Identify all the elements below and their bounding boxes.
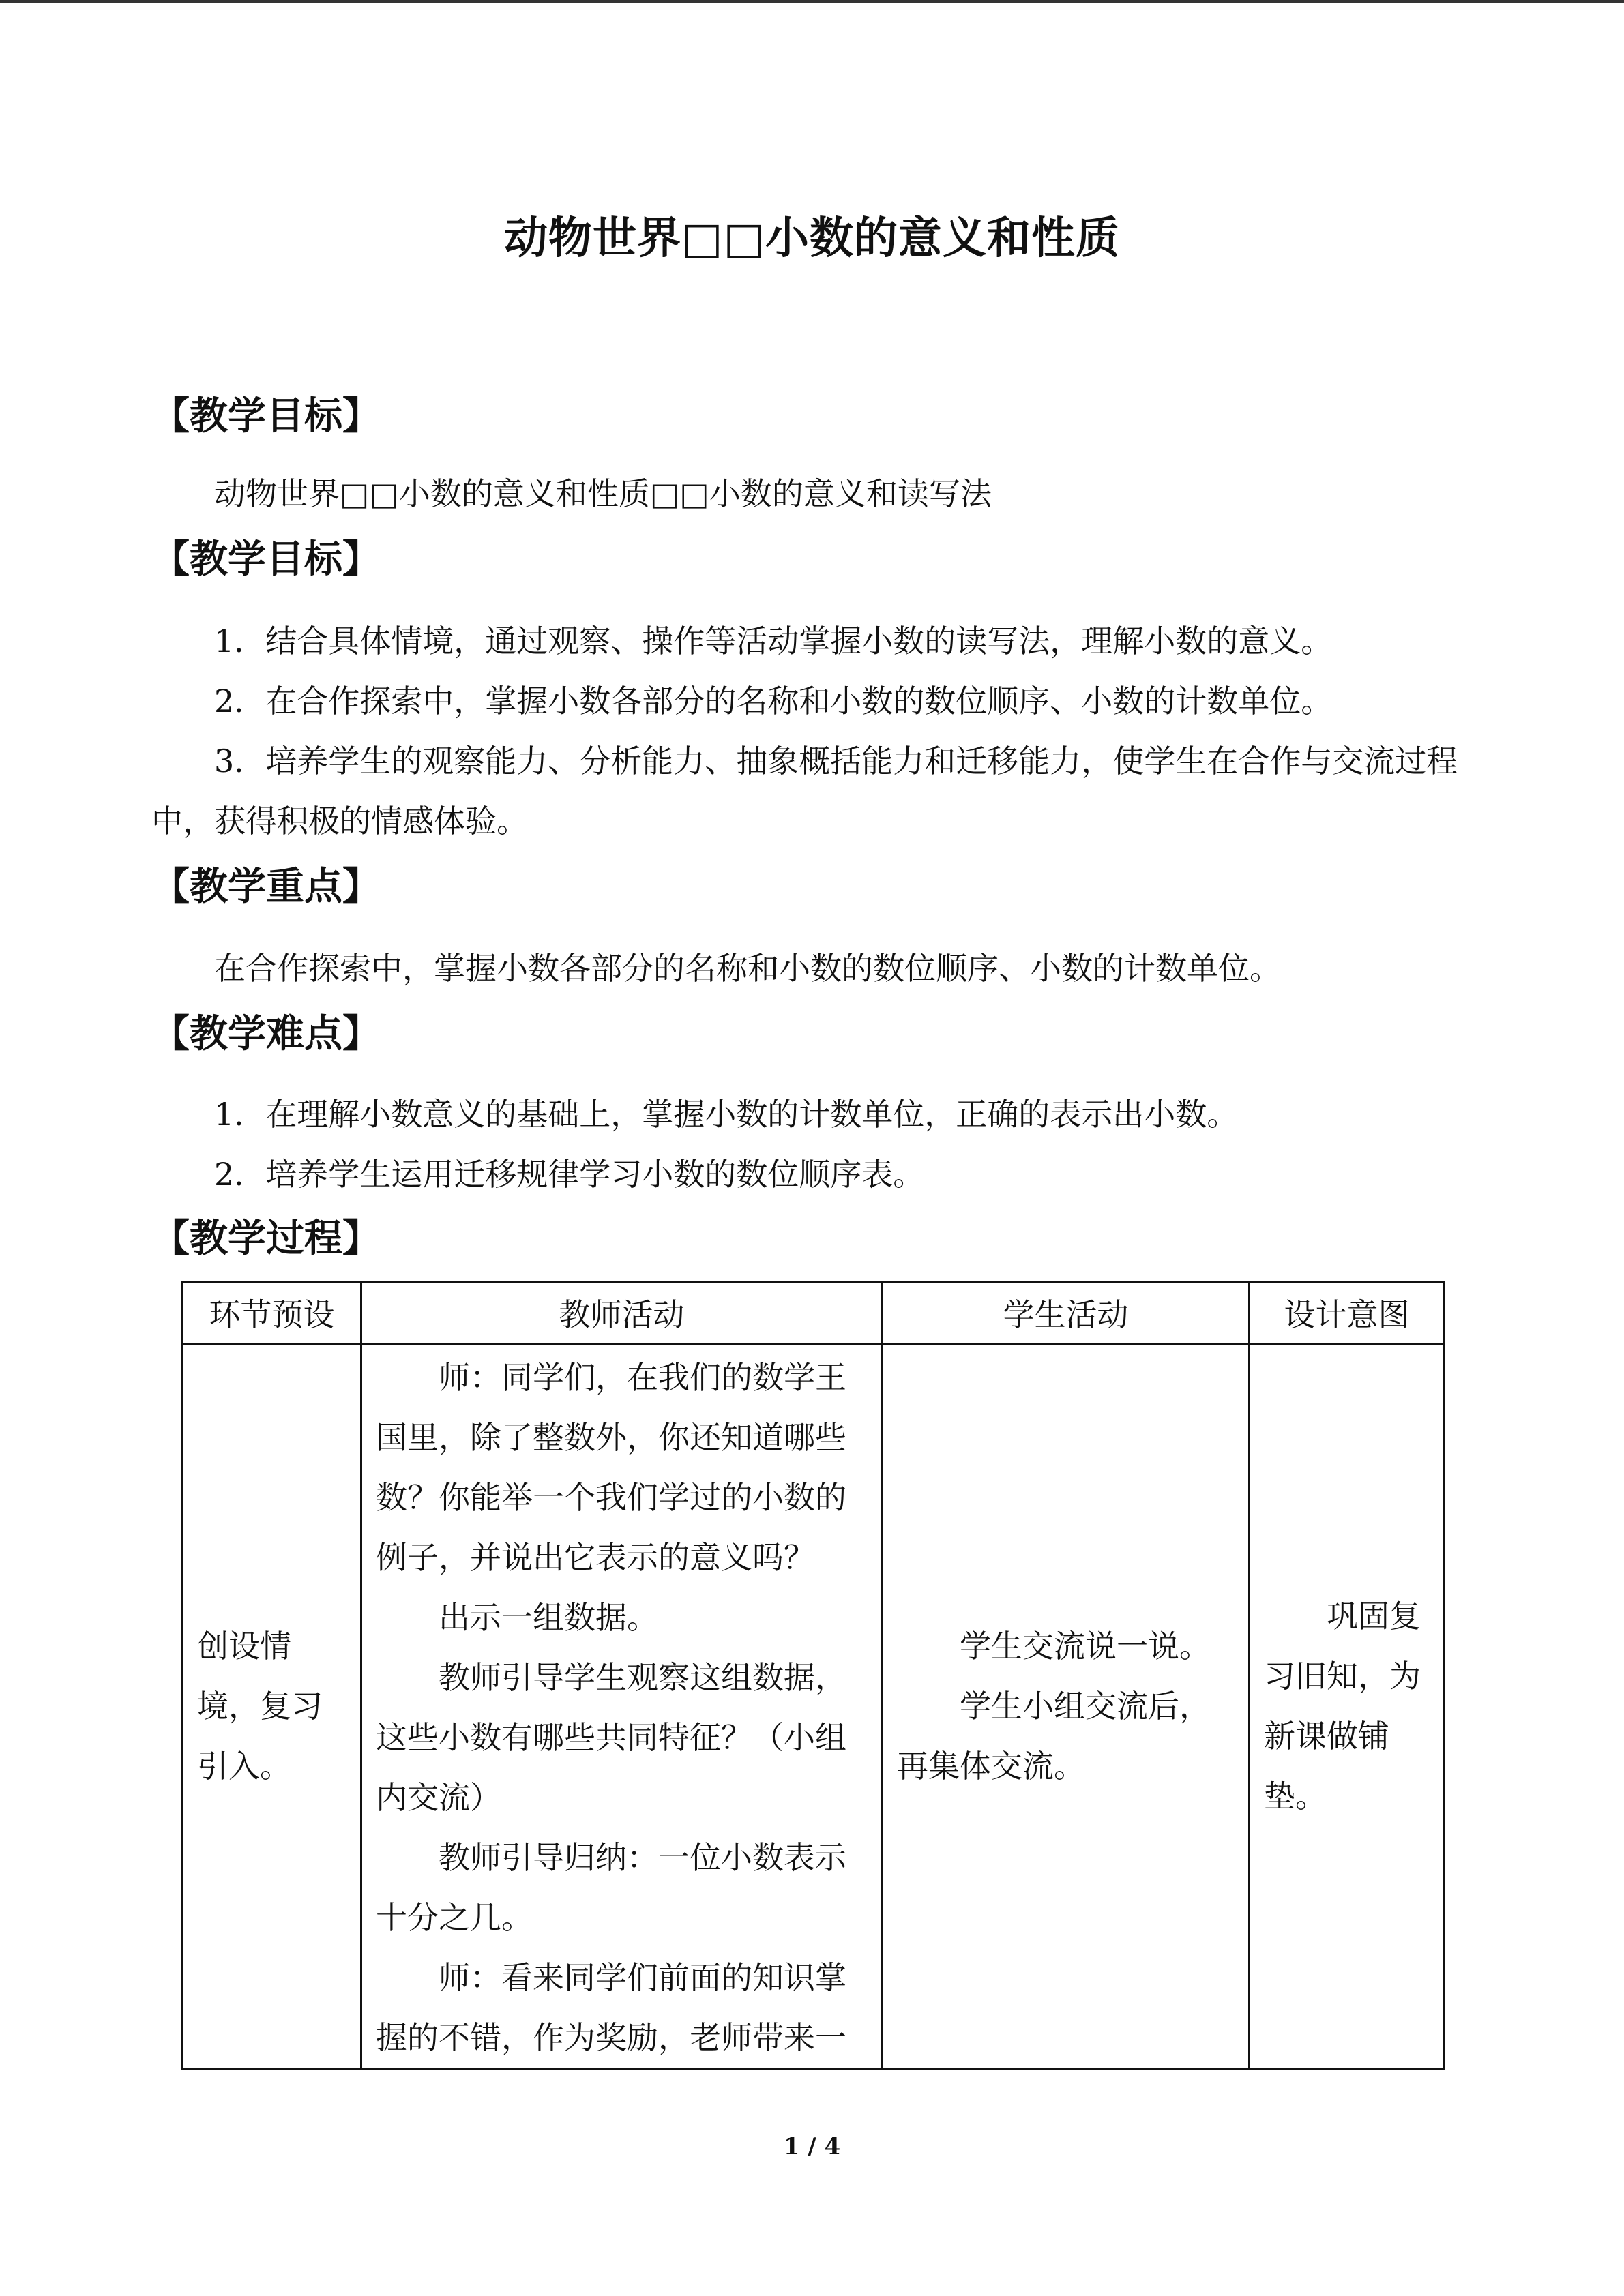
table-header-row — [183, 1282, 1445, 1344]
difficulty-item-2: 2．培养学生运用迁移规律学习小数的数位顺序表。 — [214, 1156, 925, 1193]
page-top-rule — [0, 0, 1624, 3]
goal-item-3: 3．培养学生的观察能力、分析能力、抽象概括能力和迁移能力，使学生在合作与交流过程中，获得积极的情感体验。 — [151, 743, 1458, 839]
cell-design-intent — [1250, 1344, 1445, 2069]
table-row — [183, 1344, 1445, 2069]
goal-item-1: 1．结合具体情境，通过观察、操作等活动掌握小数的读写法，理解小数的意义。 — [214, 623, 1333, 659]
stage-text: 创设情境，复习引入。 — [197, 1628, 323, 1785]
teacher-para-3: 教师引导学生观察这组数据，这些小数有哪些共同特征？（小组内交流） — [376, 1659, 846, 1816]
header-stage: 环节预设 — [183, 1282, 361, 1344]
difficulty-item-1: 1．在理解小数意义的基础上，掌握小数的计数单位，正确的表示出小数。 — [214, 1096, 1239, 1133]
cell-stage — [183, 1344, 361, 2069]
teacher-para-5: 师：看来同学们前面的知识掌握的不错，作为奖励，老师带来一 — [376, 1959, 846, 2056]
cell-student-activity — [883, 1344, 1250, 2069]
goal-item-2: 2．在合作探索中，掌握小数各部分的名称和小数的数位顺序、小数的计数单位。 — [214, 683, 1333, 719]
student-para-1: 学生交流说一说。 — [960, 1628, 1211, 1665]
teacher-para-4: 教师引导归纳：一位小数表示十分之几。 — [376, 1839, 846, 1936]
teacher-para-2: 出示一组数据。 — [439, 1599, 658, 1636]
objective-text: 动物世界□□小数的意义和性质□□小数的意义和读写法 — [214, 475, 992, 512]
process-heading: 【教学过程】 — [151, 1216, 381, 1261]
objective-heading: 【教学目标】 — [151, 393, 381, 438]
goals-heading: 【教学目标】 — [151, 537, 381, 582]
student-para-2: 学生小组交流后，再集体交流。 — [897, 1688, 1211, 1785]
page-title: 动物世界□□小数的意义和性质 — [504, 213, 1120, 264]
header-student-activity: 学生活动 — [883, 1282, 1250, 1344]
key-points-text: 在合作探索中，掌握小数各部分的名称和小数的数位顺序、小数的计数单位。 — [214, 950, 1281, 987]
intent-text: 巩固复习旧知，为新课做铺垫。 — [1264, 1598, 1421, 1815]
key-points-heading: 【教学重点】 — [151, 864, 381, 909]
teacher-para-1: 师：同学们，在我们的数学王国里，除了整数外，你还知道哪些数？你能举一个我们学过的小数的例子，并说出它表示的意义吗？ — [376, 1359, 846, 1576]
header-design-intent: 设计意图 — [1250, 1282, 1445, 1344]
page-number: 1 / 4 — [783, 2133, 841, 2160]
teaching-process-table — [181, 1281, 1445, 2070]
header-teacher-activity: 教师活动 — [361, 1282, 883, 1344]
cell-teacher-activity — [361, 1344, 883, 2069]
difficulty-heading: 【教学难点】 — [151, 1011, 381, 1056]
